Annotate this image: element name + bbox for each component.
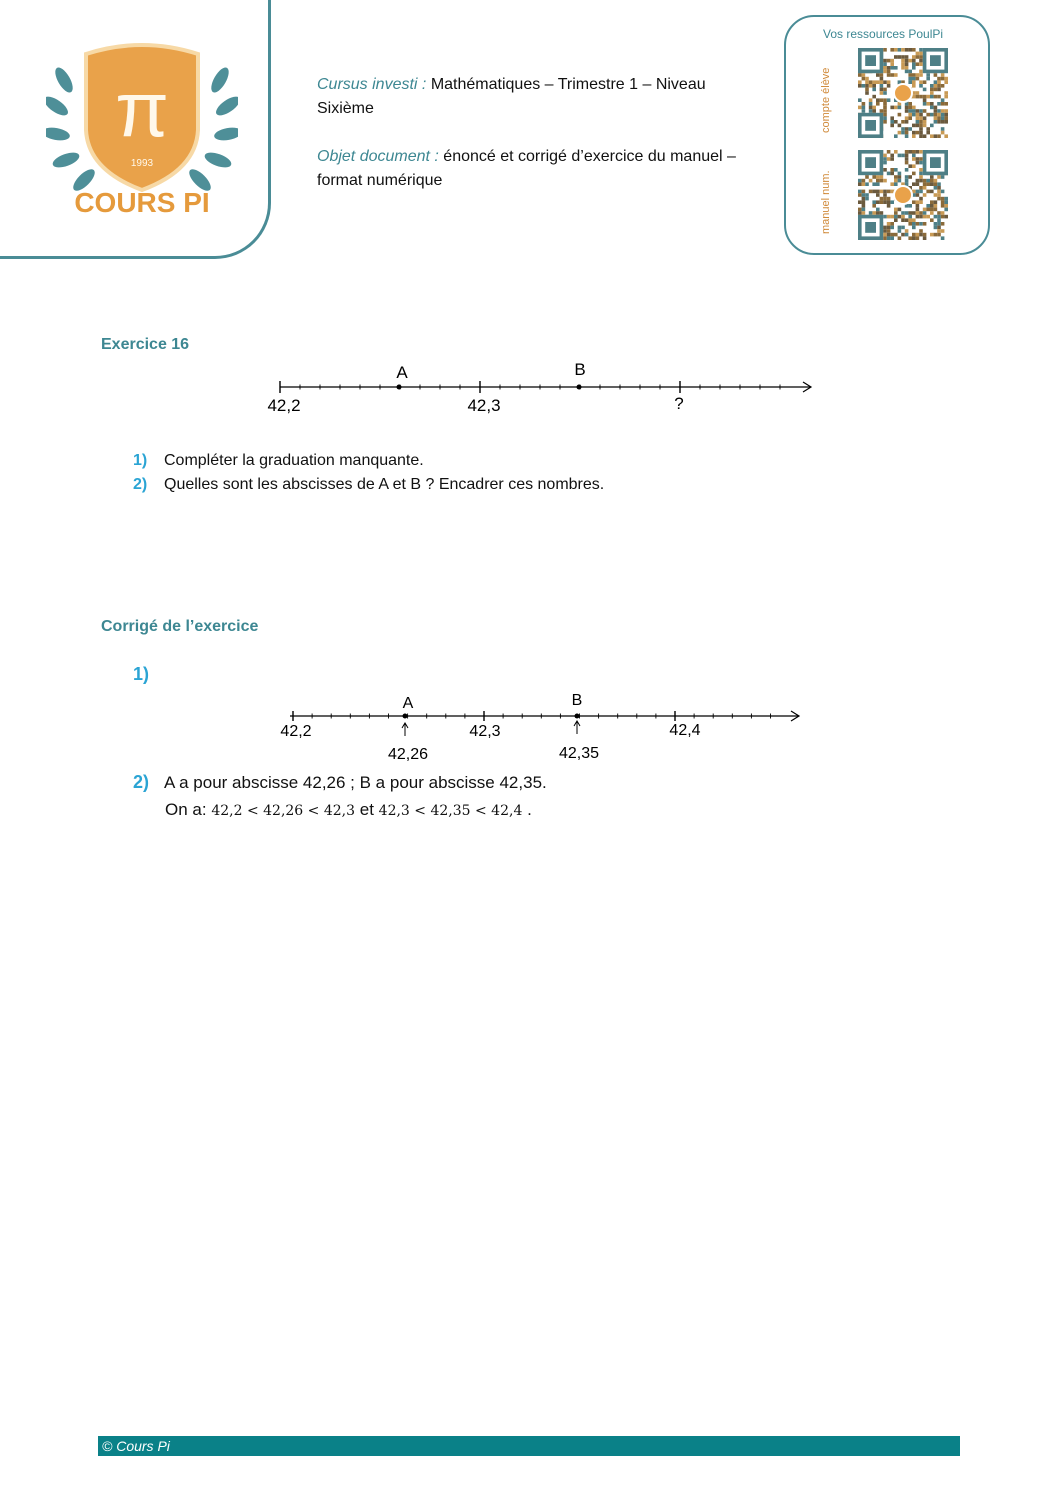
logo-year: 1993: [130, 158, 154, 169]
correction-title: Corrigé de l’exercice: [101, 618, 259, 635]
up-arrow-icon: [574, 721, 580, 734]
value-b-label: 42,35: [558, 745, 600, 762]
up-arrow-icon: [402, 723, 408, 736]
point-b-dot: [575, 714, 580, 719]
qr-code-icon[interactable]: [858, 150, 948, 240]
question-number: 2): [133, 476, 148, 493]
point-b-label: B: [574, 360, 586, 379]
tick-label: 42,3: [469, 723, 501, 740]
objet-line: [317, 145, 737, 193]
objet-label: Objet document :: [317, 148, 439, 165]
correction-item-2-number: 2): [133, 772, 150, 792]
inequality-a: 42,2 < 42,26 < 42,3: [211, 803, 356, 819]
question-text: Compléter la graduation manquante.: [164, 452, 424, 469]
resources-title: Vos ressources PoulPi: [823, 27, 944, 41]
point-a-label: A: [402, 695, 414, 712]
correction-item-2: [133, 769, 833, 825]
cursus-label: Cursus investi :: [317, 76, 427, 93]
correction-number-line: [270, 688, 810, 768]
cours-pi-logo: [46, 40, 238, 220]
tick-label: 42,3: [467, 396, 501, 415]
logo-pi-symbol: π: [115, 65, 169, 153]
tick-label: 42,2: [267, 396, 301, 415]
correction-answer-text: A a pour abscisse 42,26 ; B a pour abscisse 42,35.: [164, 773, 547, 792]
cursus-value: Mathématiques – Trimestre 1 – Niveau Sixième: [317, 76, 706, 117]
manuel-num-label: manuel num.: [820, 170, 832, 234]
point-a-dot: [403, 714, 408, 719]
correction-item-2-line1: [133, 769, 833, 796]
conjunction: et: [359, 800, 374, 819]
point-b-dot: [577, 385, 582, 390]
footer-bar: [98, 1436, 960, 1456]
tick-label: 42,4: [669, 722, 701, 739]
point-a-label: A: [396, 363, 408, 382]
on-a-prefix: On a:: [165, 800, 207, 819]
exercise-title: Exercice 16: [101, 336, 190, 353]
value-a-label: 42,26: [387, 746, 429, 763]
correction-item-2-line2: [133, 796, 833, 825]
objet-value: énoncé et corrigé d’exercice du manuel – format numérique: [317, 148, 736, 189]
qr-code-icon[interactable]: [858, 48, 948, 138]
point-a-dot: [397, 385, 402, 390]
compte-eleve-label: compte élève: [820, 67, 832, 133]
tick-label: 42,2: [280, 723, 312, 740]
exercise-number-line: [260, 355, 820, 420]
question-text: Quelles sont les abscisses de A et B ? Encadrer ces nombres.: [164, 476, 605, 493]
inequality-b: 42,3 < 42,35 < 42,4: [378, 803, 523, 819]
correction-item-1-number: 1): [133, 664, 150, 684]
footer-copyright: © Cours Pi: [102, 1438, 170, 1454]
logo-text: COURS PI: [74, 187, 210, 218]
tick-label-unknown: ?: [674, 394, 684, 413]
point-b-label: B: [571, 692, 583, 709]
question-1: [133, 450, 424, 472]
question-number: 1): [133, 452, 148, 469]
period: .: [527, 800, 532, 819]
cursus-line: [317, 73, 737, 121]
question-2: [133, 474, 604, 496]
